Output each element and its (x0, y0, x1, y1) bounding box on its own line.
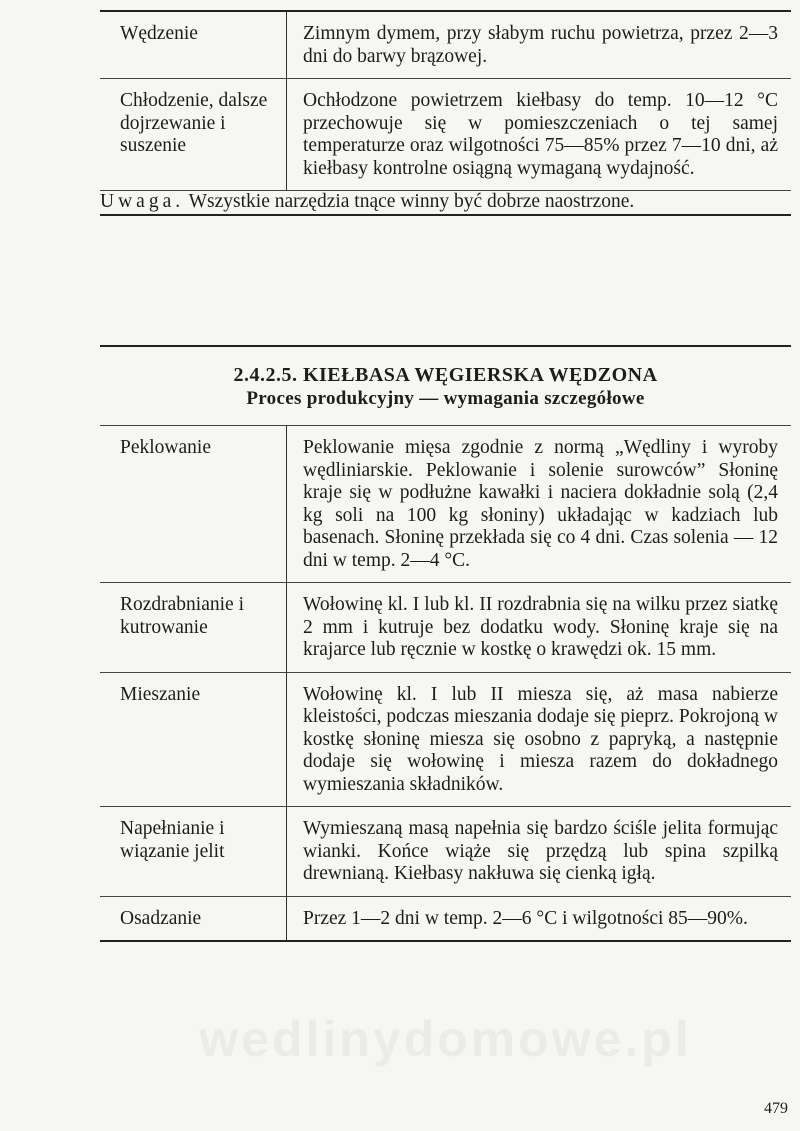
note-label: Uwaga. (100, 191, 185, 212)
section-subtitle: Proces produkcyjny — wymagania szczegółowe (246, 388, 645, 409)
row-text: Zimnym dymem, przy słabym ruchu powietrza, przez 2—3 dni do barwy brązowej. (287, 11, 792, 79)
row-label: Wędzenie (120, 23, 198, 44)
row-text: Peklowanie mięsa zgodnie z normą „Wędliny i wyroby wędliniarskie. Peklowanie i solenie surowców” Słoninę kraje się w podłużne kawałki i naciera dokładnie solą (2,4 kg soli na 100 kg słoniny) układając w kadziach lub basenach. Słoninę przekłada się co 4 dni. Czas solenia — 12 dni w temp. 2—4 °C. (287, 426, 792, 583)
table-row (100, 583, 791, 673)
section-title: 2.4.2.5. KIEŁBASA WĘGIERSKA WĘDZONA (233, 364, 658, 386)
row-label: Mieszanie (120, 683, 201, 705)
page-number: 479 (764, 1100, 788, 1117)
section-table (100, 345, 791, 942)
row-text: Wymieszaną masą napełnia się bardzo ściśle jelita formując wianki. Końce wiąże się przędzą lub spina szpilką drewnianą. Kiełbasy nakłuwa się cienką igłą. (287, 807, 792, 897)
table-row (100, 896, 791, 941)
row-label: Napełnianie i wiązanie jelit (120, 818, 225, 862)
row-text: Wołowinę kl. I lub II miesza się, aż masa nabierze kleistości, podczas mieszania dodaje się pieprz. Pokrojoną w kostkę słoninę miesza się osobno z papryką, a następnie dodaje się wołowinę i miesza razem do dokładnego wymieszania składników. (287, 672, 792, 807)
row-label: Chłodzenie, dalsze dojrzewanie i suszenie (120, 90, 268, 156)
note (100, 191, 791, 215)
row-text: Ochłodzone powietrzem kiełbasy do temp. 10—12 °C przechowuje się w pomieszczeniach o tej samej temperaturze oraz wilgotności 75—85% przez 7—10 dni, aż kiełbasy kontrolne osiągną wymaganą wydajność. (287, 79, 792, 191)
top-table (100, 10, 791, 216)
table-row (100, 11, 791, 79)
table-row (100, 426, 791, 583)
table-row (100, 79, 791, 191)
table-row (100, 672, 791, 807)
row-text: Przez 1—2 dni w temp. 2—6 °C i wilgotności 85—90%. (287, 896, 792, 941)
section-header (100, 346, 791, 426)
note-text: Wszystkie narzędzia tnące winny być dobrze naostrzone. (188, 191, 635, 212)
row-label: Osadzanie (120, 907, 202, 929)
note-row (100, 191, 791, 215)
row-text: Wołowinę kl. I lub kl. II rozdrabnia się na wilku przez siatkę 2 mm i kutruje bez dodatku wody. Słoninę kraje się na krajarce lub ręcznie w kostkę o krawędzi ok. 15 mm. (287, 583, 792, 673)
row-label: Rozdrabnianie i kutrowanie (120, 594, 244, 638)
table-row (100, 807, 791, 897)
watermark: wedlinydomowe.pl (199, 1011, 692, 1067)
row-label: Peklowanie (120, 437, 211, 458)
